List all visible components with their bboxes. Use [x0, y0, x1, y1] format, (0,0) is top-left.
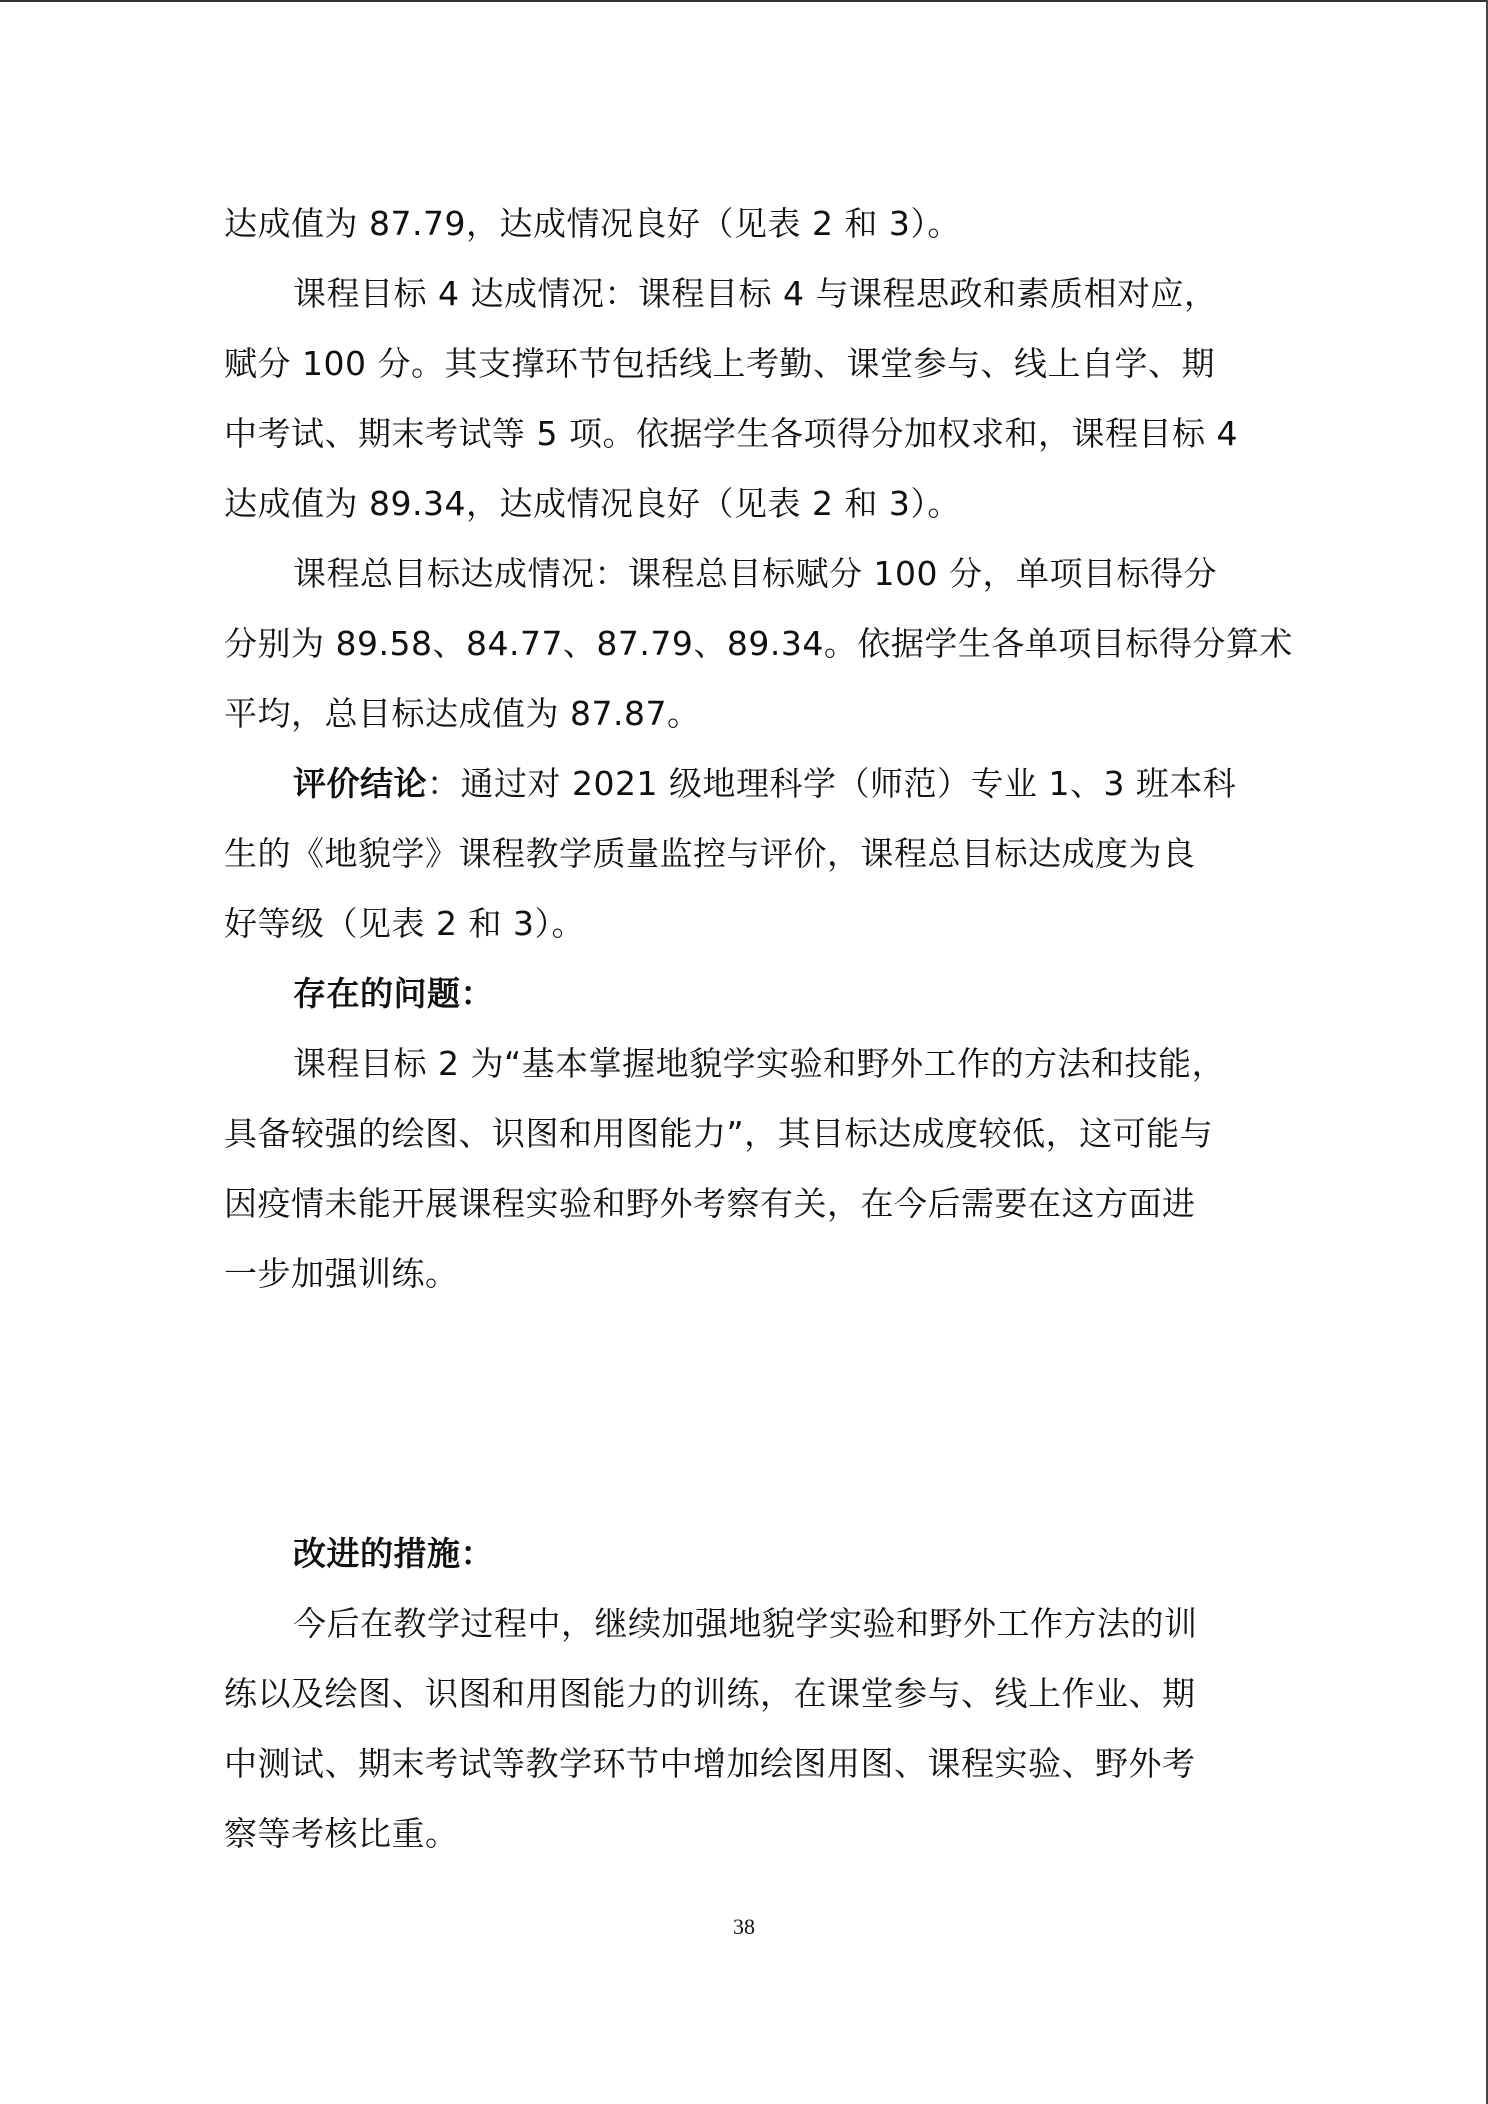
text-line: 生的《地貌学》课程教学质量监控与评价，课程总目标达成度为良 — [224, 834, 1196, 873]
conclusion-line — [293, 764, 1236, 804]
text-line: 因疫情未能开展课程实验和野外考察有关，在今后需要在这方面进 — [224, 1184, 1196, 1223]
text-line: 课程总目标达成情况：课程总目标赋分 100 分，单项目标得分 — [293, 554, 1217, 593]
text-line: 分别为 89.58、84.77、87.79、89.34。依据学生各单项目标得分算术 — [224, 624, 1293, 663]
text-line: 课程目标 2 为“基本掌握地貌学实验和野外工作的方法和技能， — [293, 1044, 1226, 1083]
section-heading-improvements: 改进的措施： — [293, 1534, 494, 1573]
conclusion-colon: ： — [427, 764, 461, 803]
text-line: 达成值为 89.34，达成情况良好（见表 2 和 3）。 — [224, 484, 961, 523]
conclusion-text: 通过对 2021 级地理科学（师范）专业 1、3 班本科 — [460, 764, 1237, 803]
text-line: 赋分 100 分。其支撑环节包括线上考勤、课堂参与、线上自学、期 — [224, 344, 1215, 383]
text-line: 今后在教学过程中，继续加强地貌学实验和野外工作方法的训 — [293, 1604, 1198, 1643]
text-line: 中考试、期末考试等 5 项。依据学生各项得分加权求和，课程目标 4 — [224, 414, 1238, 453]
text-line: 练以及绘图、识图和用图能力的训练，在课堂参与、线上作业、期 — [224, 1674, 1196, 1713]
text-line: 平均，总目标达成值为 87.87。 — [224, 694, 701, 733]
conclusion-label: 评价结论 — [293, 764, 427, 803]
page-top-border — [0, 0, 1488, 2]
text-line: 达成值为 87.79，达成情况良好（见表 2 和 3）。 — [224, 204, 961, 243]
text-line: 好等级（见表 2 和 3）。 — [224, 904, 585, 943]
text-line: 课程目标 4 达成情况：课程目标 4 与课程思政和素质相对应， — [293, 274, 1218, 313]
page-number: 38 — [733, 1914, 755, 1939]
section-heading-problems: 存在的问题： — [293, 974, 494, 1013]
text-line: 察等考核比重。 — [224, 1814, 459, 1853]
text-line: 中测试、期末考试等教学环节中增加绘图用图、课程实验、野外考 — [224, 1744, 1196, 1783]
text-line: 一步加强训练。 — [224, 1254, 459, 1293]
text-line: 具备较强的绘图、识图和用图能力”，其目标达成度较低，这可能与 — [224, 1114, 1214, 1153]
